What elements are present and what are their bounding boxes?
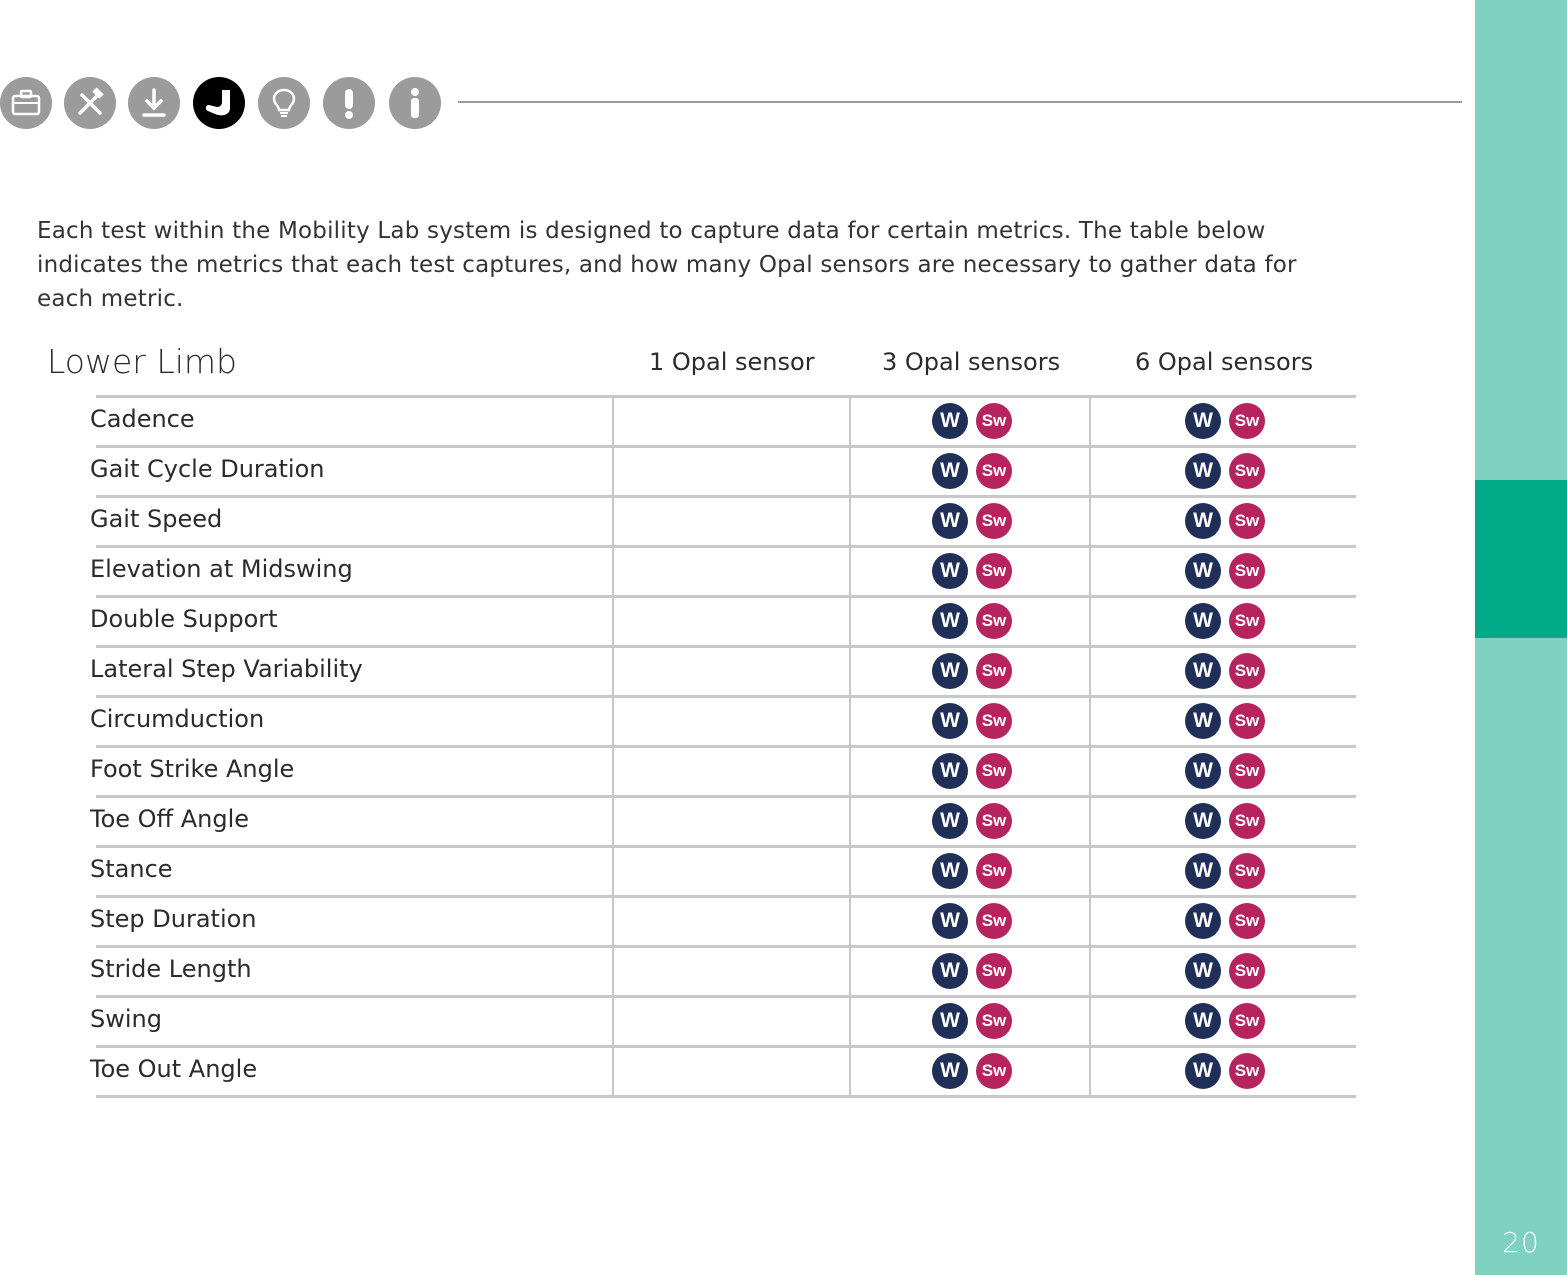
sway-badge: Sw xyxy=(976,653,1012,689)
column-divider xyxy=(1089,548,1091,595)
table-row xyxy=(90,395,1356,445)
column-divider xyxy=(849,548,851,595)
column-divider xyxy=(849,998,851,1045)
walk-badge: W xyxy=(932,553,968,589)
sway-badge: Sw xyxy=(1229,553,1265,589)
column-header-6-sensors: 6 Opal sensors xyxy=(1135,348,1314,376)
walk-badge: W xyxy=(1185,653,1221,689)
section-tab[interactable] xyxy=(1475,480,1567,638)
walk-badge: W xyxy=(1185,1003,1221,1039)
walk-badge: W xyxy=(1185,903,1221,939)
column-divider xyxy=(849,698,851,745)
column-divider xyxy=(612,798,614,845)
header-rule xyxy=(458,101,1462,103)
walk-badge: W xyxy=(1185,853,1221,889)
column-divider xyxy=(849,398,851,445)
tools-icon[interactable] xyxy=(64,77,116,129)
three-sensors-cell xyxy=(932,853,1012,889)
walk-badge: W xyxy=(1185,403,1221,439)
exclamation-icon[interactable] xyxy=(323,77,375,129)
sway-badge: Sw xyxy=(976,1053,1012,1089)
metric-label: Lateral Step Variability xyxy=(90,655,363,683)
sway-badge: Sw xyxy=(976,453,1012,489)
column-divider xyxy=(849,848,851,895)
three-sensors-cell xyxy=(932,703,1012,739)
table-row xyxy=(90,445,1356,495)
column-divider xyxy=(612,548,614,595)
column-divider xyxy=(849,448,851,495)
six-sensors-cell xyxy=(1185,403,1265,439)
sway-badge: Sw xyxy=(1229,1003,1265,1039)
column-divider xyxy=(612,948,614,995)
column-divider xyxy=(612,648,614,695)
download-icon[interactable] xyxy=(128,77,180,129)
column-divider xyxy=(612,698,614,745)
six-sensors-cell xyxy=(1185,753,1265,789)
sway-badge: Sw xyxy=(976,403,1012,439)
column-divider xyxy=(1089,748,1091,795)
metric-label: Stance xyxy=(90,855,173,883)
sway-badge: Sw xyxy=(976,703,1012,739)
table-row xyxy=(90,995,1356,1045)
intro-paragraph: Each test within the Mobility Lab system is designed to capture data for certain metrics. The table below indicates the metrics that each test captures, and how many Opal sensors are necessary to gather data for each metric. xyxy=(37,218,1297,312)
walk-badge: W xyxy=(932,853,968,889)
three-sensors-cell xyxy=(932,403,1012,439)
table-row xyxy=(90,845,1356,895)
walk-badge: W xyxy=(1185,603,1221,639)
page-number: 20 xyxy=(1502,1226,1540,1259)
column-divider xyxy=(1089,448,1091,495)
sway-badge: Sw xyxy=(976,953,1012,989)
six-sensors-cell xyxy=(1185,553,1265,589)
table-row xyxy=(90,695,1356,745)
walk-badge: W xyxy=(932,903,968,939)
column-divider xyxy=(849,1048,851,1095)
walk-badge: W xyxy=(932,953,968,989)
lightbulb-icon[interactable] xyxy=(258,77,310,129)
table-row xyxy=(90,495,1356,545)
sway-badge: Sw xyxy=(1229,903,1265,939)
metric-label: Cadence xyxy=(90,405,195,433)
six-sensors-cell xyxy=(1185,1053,1265,1089)
six-sensors-cell xyxy=(1185,503,1265,539)
column-header-3-sensors: 3 Opal sensors xyxy=(882,348,1061,376)
six-sensors-cell xyxy=(1185,603,1265,639)
column-divider xyxy=(1089,848,1091,895)
metrics-table xyxy=(90,395,1356,1098)
walk-badge: W xyxy=(1185,953,1221,989)
six-sensors-cell xyxy=(1185,803,1265,839)
six-sensors-cell xyxy=(1185,903,1265,939)
metric-label: Double Support xyxy=(90,605,278,633)
three-sensors-cell xyxy=(932,453,1012,489)
three-sensors-cell xyxy=(932,753,1012,789)
metric-label: Toe Off Angle xyxy=(90,805,250,833)
column-divider xyxy=(1089,798,1091,845)
column-divider xyxy=(612,748,614,795)
column-divider xyxy=(849,598,851,645)
sway-badge: Sw xyxy=(1229,853,1265,889)
sway-badge: Sw xyxy=(1229,1053,1265,1089)
three-sensors-cell xyxy=(932,1003,1012,1039)
six-sensors-cell xyxy=(1185,703,1265,739)
walk-badge: W xyxy=(1185,703,1221,739)
three-sensors-cell xyxy=(932,953,1012,989)
walk-badge: W xyxy=(1185,1053,1221,1089)
table-row xyxy=(90,895,1356,945)
column-divider xyxy=(1089,898,1091,945)
metric-label: Foot Strike Angle xyxy=(90,755,295,783)
walk-badge: W xyxy=(1185,753,1221,789)
sway-badge: Sw xyxy=(976,853,1012,889)
column-divider xyxy=(612,448,614,495)
column-divider xyxy=(1089,598,1091,645)
column-divider xyxy=(849,498,851,545)
table-row xyxy=(90,795,1356,845)
column-divider xyxy=(612,898,614,945)
metric-label: Gait Cycle Duration xyxy=(90,455,325,483)
column-divider xyxy=(1089,948,1091,995)
column-divider xyxy=(612,598,614,645)
sock-icon[interactable] xyxy=(193,77,245,129)
metric-label: Step Duration xyxy=(90,905,257,933)
walk-badge: W xyxy=(932,503,968,539)
three-sensors-cell xyxy=(932,803,1012,839)
three-sensors-cell xyxy=(932,503,1012,539)
column-divider xyxy=(612,498,614,545)
table-row xyxy=(90,545,1356,595)
six-sensors-cell xyxy=(1185,1003,1265,1039)
walk-badge: W xyxy=(932,753,968,789)
six-sensors-cell xyxy=(1185,953,1265,989)
walk-badge: W xyxy=(932,603,968,639)
walk-badge: W xyxy=(932,653,968,689)
metric-label: Gait Speed xyxy=(90,505,223,533)
sway-badge: Sw xyxy=(1229,753,1265,789)
column-divider xyxy=(849,948,851,995)
column-divider xyxy=(1089,648,1091,695)
section-title: Lower Limb xyxy=(47,342,237,381)
table-row xyxy=(90,745,1356,795)
sway-badge: Sw xyxy=(976,603,1012,639)
sway-badge: Sw xyxy=(1229,953,1265,989)
three-sensors-cell xyxy=(932,553,1012,589)
table-row xyxy=(90,645,1356,695)
walk-badge: W xyxy=(932,1053,968,1089)
metric-label: Circumduction xyxy=(90,705,265,733)
column-divider xyxy=(1089,698,1091,745)
six-sensors-cell xyxy=(1185,453,1265,489)
column-header-1-sensor: 1 Opal sensor xyxy=(649,348,815,376)
six-sensors-cell xyxy=(1185,853,1265,889)
walk-badge: W xyxy=(932,1003,968,1039)
column-divider xyxy=(1089,398,1091,445)
sway-badge: Sw xyxy=(1229,603,1265,639)
metric-label: Toe Out Angle xyxy=(90,1055,258,1083)
column-divider xyxy=(612,398,614,445)
sway-badge: Sw xyxy=(1229,403,1265,439)
sway-badge: Sw xyxy=(1229,453,1265,489)
metric-label: Swing xyxy=(90,1005,162,1033)
column-divider xyxy=(1089,998,1091,1045)
column-divider xyxy=(1089,498,1091,545)
sway-badge: Sw xyxy=(976,503,1012,539)
walk-badge: W xyxy=(1185,503,1221,539)
sway-badge: Sw xyxy=(976,753,1012,789)
walk-badge: W xyxy=(932,403,968,439)
metric-label: Elevation at Midswing xyxy=(90,555,353,583)
column-divider xyxy=(612,848,614,895)
table-row xyxy=(90,1045,1356,1098)
walk-badge: W xyxy=(932,703,968,739)
column-divider xyxy=(1089,1048,1091,1095)
table-row xyxy=(90,595,1356,645)
sway-badge: Sw xyxy=(1229,653,1265,689)
sway-badge: Sw xyxy=(976,903,1012,939)
column-divider xyxy=(612,998,614,1045)
three-sensors-cell xyxy=(932,1053,1012,1089)
column-divider xyxy=(849,898,851,945)
sway-badge: Sw xyxy=(1229,503,1265,539)
three-sensors-cell xyxy=(932,603,1012,639)
walk-badge: W xyxy=(932,453,968,489)
metric-label: Stride Length xyxy=(90,955,252,983)
info-icon[interactable] xyxy=(389,77,441,129)
column-divider xyxy=(849,648,851,695)
six-sensors-cell xyxy=(1185,653,1265,689)
sway-badge: Sw xyxy=(1229,703,1265,739)
walk-badge: W xyxy=(1185,803,1221,839)
three-sensors-cell xyxy=(932,653,1012,689)
sway-badge: Sw xyxy=(976,803,1012,839)
column-divider xyxy=(612,1048,614,1095)
walk-badge: W xyxy=(932,803,968,839)
walk-badge: W xyxy=(1185,453,1221,489)
briefcase-icon[interactable] xyxy=(0,77,52,129)
sway-badge: Sw xyxy=(976,1003,1012,1039)
sway-badge: Sw xyxy=(976,553,1012,589)
column-divider xyxy=(849,748,851,795)
sway-badge: Sw xyxy=(1229,803,1265,839)
three-sensors-cell xyxy=(932,903,1012,939)
column-divider xyxy=(849,798,851,845)
walk-badge: W xyxy=(1185,553,1221,589)
table-row xyxy=(90,945,1356,995)
